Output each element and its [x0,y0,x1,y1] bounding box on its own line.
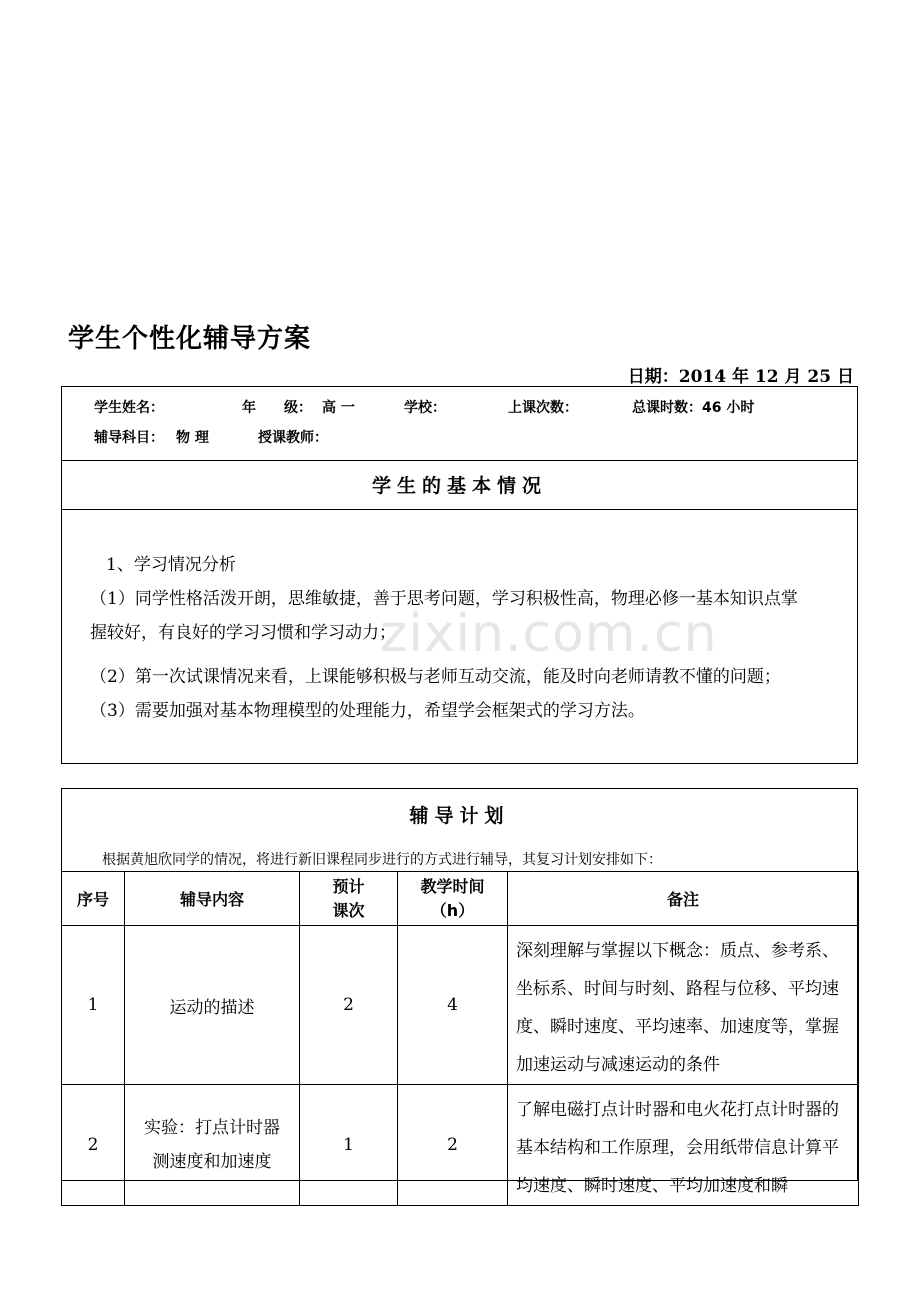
grade-label: 年 级： [242,400,312,416]
table-row [62,1085,859,1206]
plan-intro: 根据黄旭欣同学的情况，将进行新旧课程同步进行的方式进行辅导，其复习计划安排如下： [102,852,662,868]
subject-value: 物 理 [176,430,209,446]
header-no: 序号 [62,872,125,926]
row-no: 1 [62,926,125,1085]
row-note: 了解电磁打点计时器和电火花打点计时器的基本结构和工作原理，会用纸带信息计算平均速度、瞬时速度、平均加速度和瞬 [508,1085,859,1206]
header-note: 备注 [508,872,859,926]
row-sessions: 1 [300,1085,398,1206]
row-sessions: 2 [300,926,398,1085]
plan-box [61,788,858,1196]
table-row [62,926,859,1085]
table-header-row [62,872,859,926]
subject-label: 辅导科目： [94,430,164,446]
analysis-p2: （2）第一次试课情况来看，上课能够积极与老师互动交流，能及时向老师请教不懂的问题； [90,667,781,687]
row-note: 深刻理解与掌握以下概念：质点、参考系、坐标系、时间与时刻、路程与位移、平均速度、瞬时速度、平均速率、加速度等，掌握加速运动与减速运动的条件 [508,926,859,1085]
plan-table [61,871,859,1206]
header-content: 辅导内容 [125,872,300,926]
row-no: 2 [62,1085,125,1206]
analysis-p1-line1: （1）同学性格活泼开朗，思维敏捷，善于思考问题，学习积极性高，物理必修一基本知识点掌 [90,589,798,609]
analysis-p1-line2: 握较好，有良好的学习习惯和学习动力； [90,623,396,643]
row-hours: 2 [398,1085,508,1206]
plan-heading: 辅导计划 [409,805,510,827]
header-sessions: 预计课次 [300,872,398,926]
total-hours-label: 总课时数：46 小时 [632,400,755,416]
row-content: 实验：打点计时器测速度和加速度 [125,1085,300,1206]
header-hours: 教学时间（h） [398,872,508,926]
divider [62,509,857,510]
row-content: 运动的描述 [125,926,300,1085]
student-name-label: 学生姓名： [94,400,164,416]
session-count-label: 上课次数： [508,400,578,416]
date-line: 日期：2014 年 12 月 25 日 [627,367,854,387]
row-hours: 4 [398,926,508,1085]
analysis-title: 1、学习情况分析 [106,555,236,575]
student-info-box [61,386,858,764]
basic-heading: 学生的基本情况 [371,475,547,497]
watermark: zixin.com.cn [380,604,718,664]
school-label: 学校： [404,400,446,416]
page-title: 学生个性化辅导方案 [68,324,312,354]
teacher-label: 授课教师： [258,430,328,446]
divider [62,460,857,461]
analysis-p3: （3）需要加强对基本物理模型的处理能力，希望学会框架式的学习方法。 [90,701,645,721]
grade-value: 高 一 [322,400,355,416]
